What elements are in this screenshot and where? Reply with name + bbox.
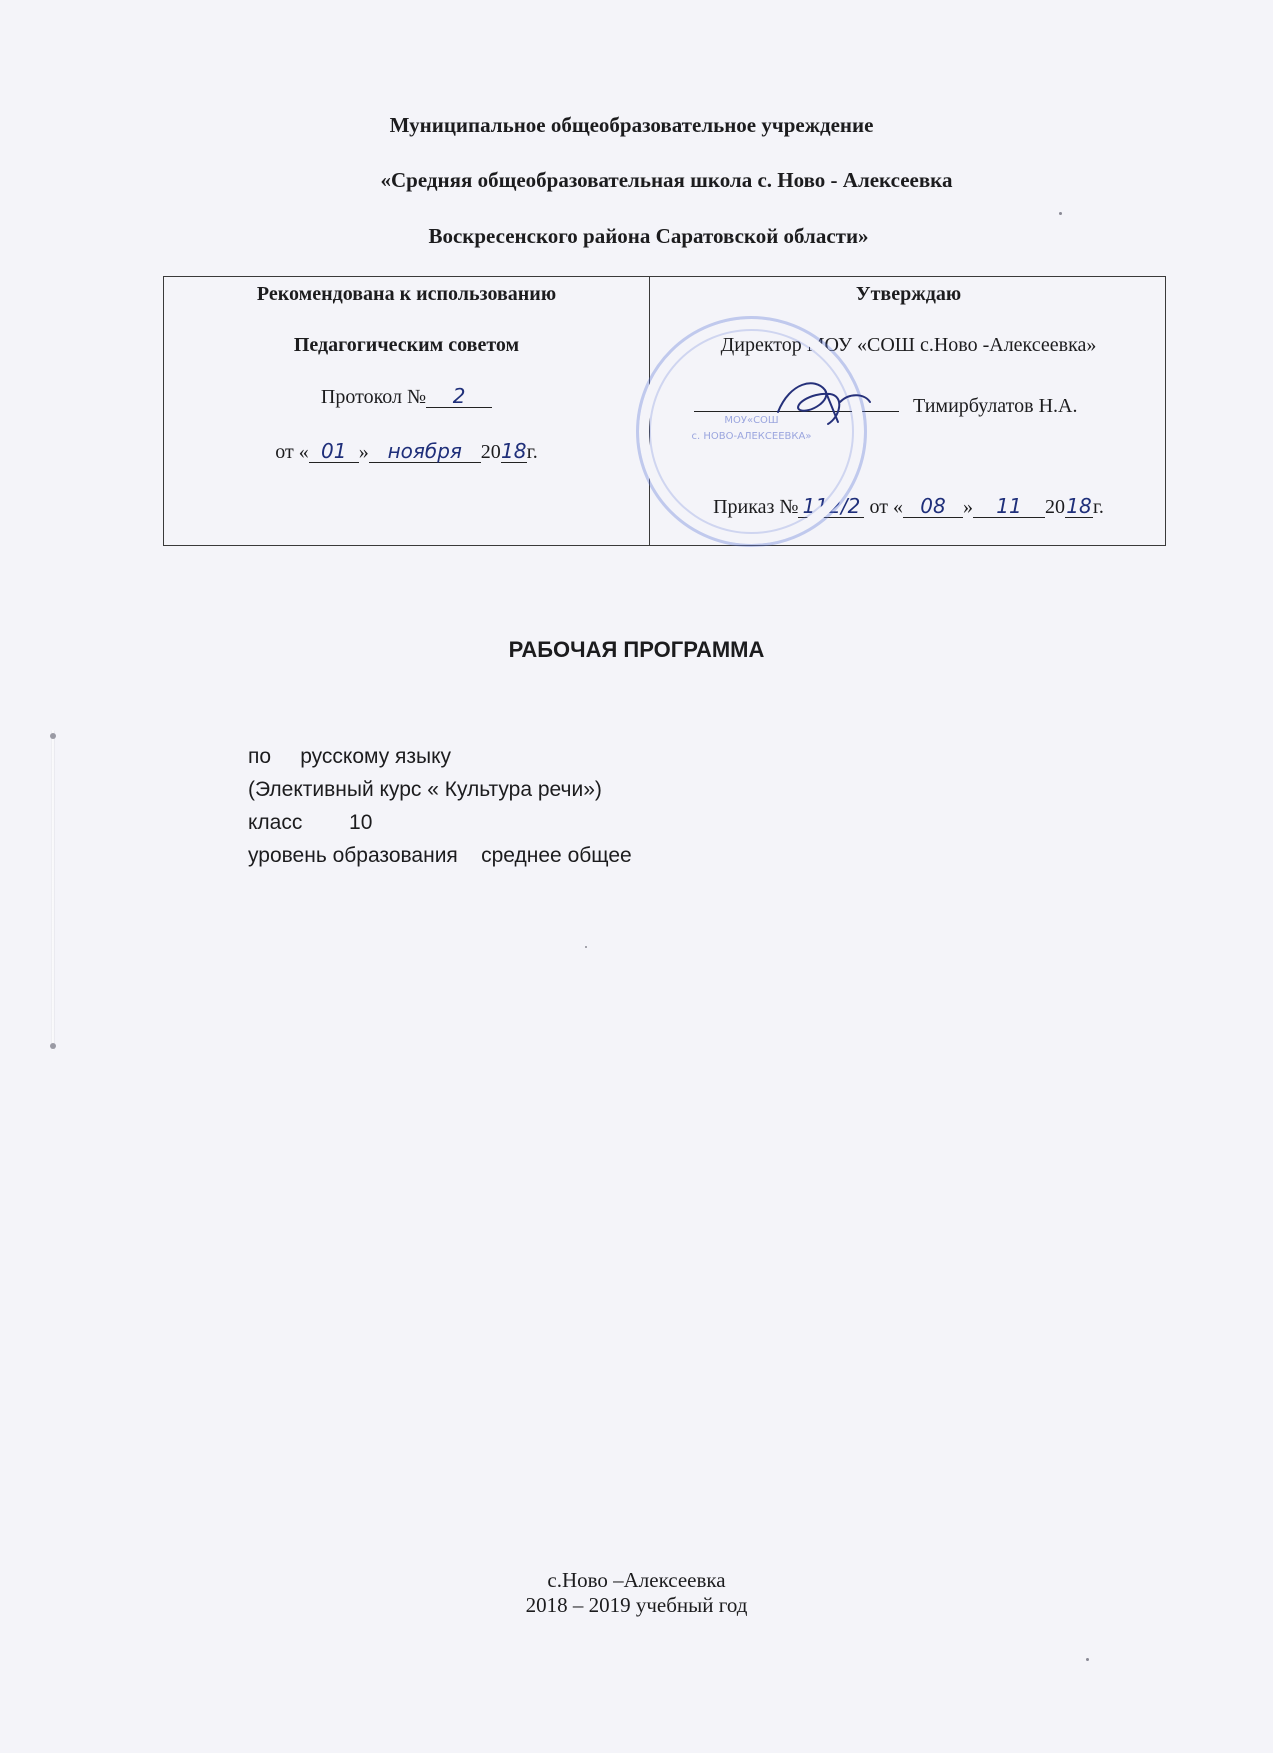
level-line: уровень образования среднее общее — [248, 844, 632, 867]
order-mid: » — [962, 496, 973, 518]
order-suffix: г. — [1092, 496, 1104, 518]
grade-line: класс 10 — [248, 811, 373, 834]
binding-thread — [51, 730, 55, 1050]
school-name: «Средняя общеобразовательная школа с. Ново - Алексеевка — [380, 168, 953, 192]
recommended-heading: Рекомендована к использованию — [256, 283, 557, 305]
order-label: Приказ № — [713, 496, 799, 518]
date-suffix: г. — [526, 441, 538, 463]
director-name: Тимирбулатов Н.А. — [913, 395, 1078, 417]
date-day: 01 — [309, 440, 359, 463]
date-month: ноября — [369, 440, 481, 463]
scan-speck — [585, 946, 587, 948]
scan-speck — [1086, 1658, 1089, 1661]
binding-hole — [50, 733, 56, 739]
date-year-prefix: 20 — [480, 441, 501, 463]
protocol-label: Протокол № — [320, 386, 427, 408]
order-day: 08 — [903, 495, 963, 518]
footer-place: с.Ново –Алексеевка — [547, 1568, 726, 1592]
order-year: 18 — [1066, 494, 1092, 518]
document-title: РАБОЧАЯ ПРОГРАММА — [508, 637, 765, 662]
order-year-prefix: 20 — [1044, 496, 1065, 518]
protocol-line — [164, 385, 649, 409]
binding-hole — [50, 1043, 56, 1049]
stamp-text-bottom: с. НОВО-АЛЕКСЕЕВКА» — [691, 431, 812, 442]
footer-year: 2018 – 2019 учебный год — [525, 1593, 748, 1617]
course-line: (Элективный курс « Культура речи») — [248, 778, 602, 801]
date-prefix: от « — [275, 441, 309, 463]
institution-name: Муниципальное общеобразовательное учреждение — [389, 113, 874, 137]
protocol-date — [164, 440, 649, 464]
date-mid: » — [358, 441, 369, 463]
order-date-prefix: от « — [864, 496, 903, 518]
district-name: Воскресенского района Саратовской области» — [428, 224, 869, 248]
stamp-text-top: МОУ«СОШ — [724, 415, 779, 426]
director-signature — [770, 372, 880, 432]
order-month: 11 — [973, 495, 1045, 518]
approve-heading: Утверждаю — [855, 283, 962, 305]
council-label: Педагогическим советом — [293, 334, 520, 356]
protocol-number: 2 — [426, 385, 492, 408]
scan-speck — [1059, 212, 1062, 215]
order-number: 112/2 — [798, 495, 864, 518]
director-title: Директор МОУ «СОШ с.Ново -Алексеевка» — [720, 334, 1097, 356]
subject-line: по русскому языку — [248, 745, 452, 768]
date-year: 18 — [501, 439, 527, 463]
